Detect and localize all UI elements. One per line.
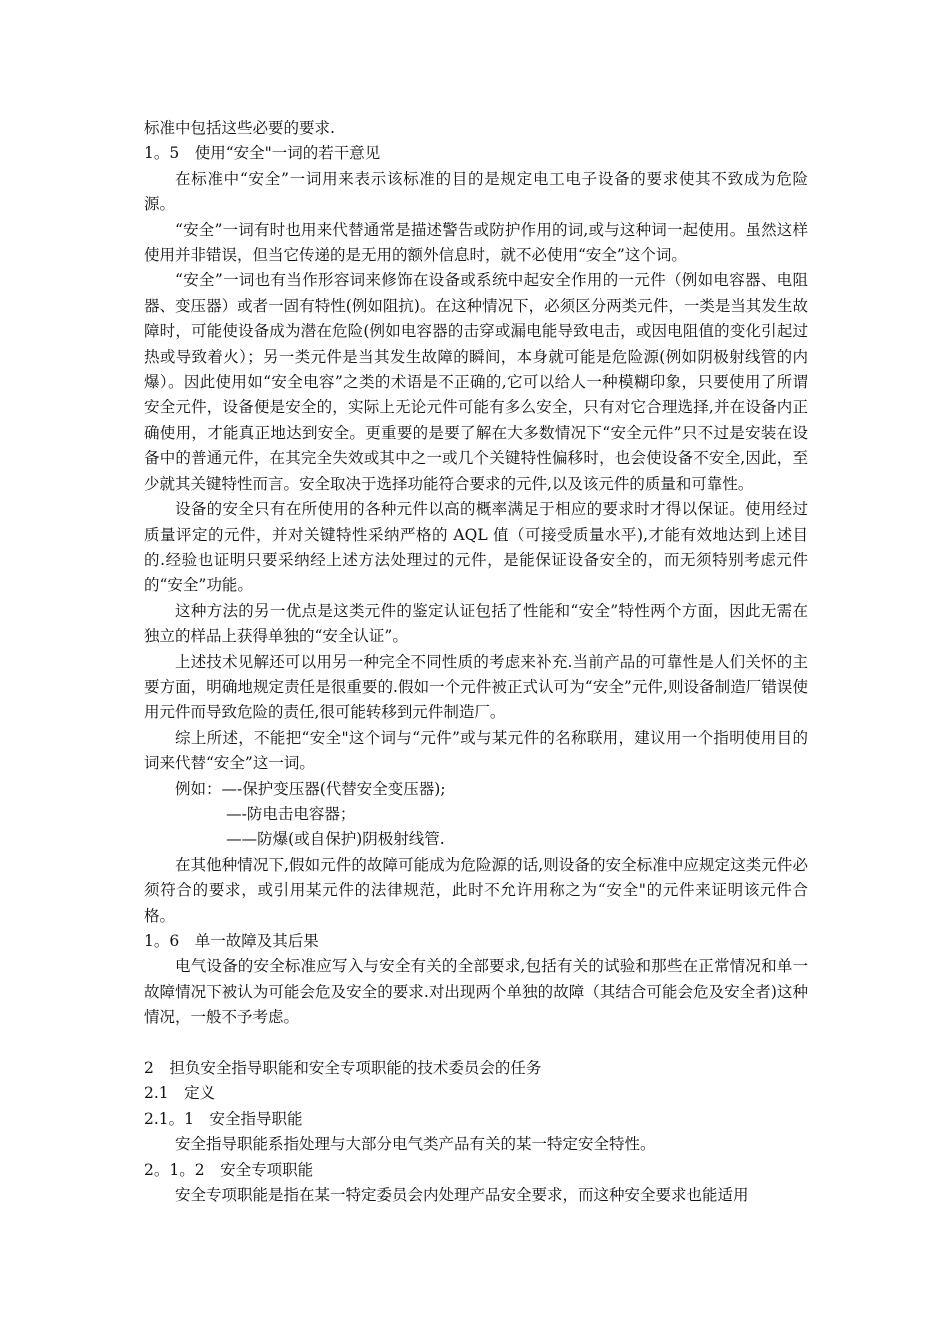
example-item: 例如：—-保护变压器(代替安全变压器); — [175, 779, 446, 798]
paragraph: “安全”一词也有当作形容词来修饰在设备或系统中起安全作用的一元件（例如电容器、电阻器、变压器）或者一固有特性(例如阻抗)。在这种情况下，必须区分两类元件，一类是当其发生故障时，可能使设备成为潜在危险(例如电容器的击穿或漏电能导致电击，或因电阻值的变化引起过热或导致着火）；另一类元件是当其发生故障的瞬间，本身就可能是危险源(例如阴极射线管的内爆）。因此使用如“安全电容”之类的术语是不正确的,它可以给人一种模糊印象，只要使用了所谓安全元件，设备便是安全的，实际上无论元件可能有多么安全，只有对它合理选择,并在设备内正确使用，才能真正地达到安全。更重要的是要了解在大多数情况下“安全元件”只不过是安装在设备中的普通元件，在其完全失效或其中之一或几个关键特性偏移时，也会使设备不安全,因此，至少就其关键特性而言。安全取决于选择功能符合要求的元件,以及该元件的质量和可靠性。 — [144, 271, 808, 493]
section-heading-2: 2 担负安全指导职能和安全专项职能的技术委员会的任务 — [144, 1059, 542, 1078]
section-heading-1-5: 1。5 使用“安全"一词的若干意见 — [144, 144, 381, 163]
example-item: ——防爆(或自保护)阴极射线管. — [226, 830, 445, 849]
blank-line — [144, 1031, 808, 1056]
paragraph: 在标准中“安全”一词用来表示该标准的目的是规定电工电子设备的要求使其不致成为危险源。 — [144, 169, 808, 214]
document-page — [144, 116, 808, 1208]
section-heading-2-1-2: 2。1。2 安全专项职能 — [144, 1160, 314, 1179]
paragraph: 安全专项职能是指在某一特定委员会内处理产品安全要求，而这种安全要求也能适用 — [175, 1186, 749, 1205]
section-heading-2-1: 2.1 定义 — [144, 1084, 216, 1103]
paragraph: 设备的安全只有在所使用的各种元件以高的概率满足于相应的要求时才得以保证。使用经过质量评定的元件，并对关键特性采纳严格的 AQL 值（可接受质量水平),才能有效地达到上述目的.经验也证明只要采纳经上述方法处理过的元件，是能保证设备安全的，而无须特别考虑元件的“安全”功能。 — [144, 500, 808, 595]
paragraph: “安全”一词有时也用来代替通常是描述警告或防护作用的词,或与这种词一起使用。虽然这样使用并非错误，但当它传递的是无用的额外信息时，就不必使用“安全”这个词。 — [144, 220, 808, 265]
paragraph: 这种方法的另一优点是这类元件的鉴定认证包括了性能和“安全”特性两个方面，因此无需在独立的样品上获得单独的“安全认证”。 — [144, 601, 808, 646]
section-heading-2-1-1: 2.1。1 安全指导职能 — [144, 1109, 303, 1128]
section-heading-1-6: 1。6 单一故障及其后果 — [144, 932, 319, 950]
paragraph: 上述技术见解还可以用另一种完全不同性质的考虑来补充.当前产品的可靠性是人们关怀的主要方面，明确地规定责任是很重要的.假如一个元件被正式认可为“安全”元件,则设备制造厂错误使用元件而导致危险的责任,很可能转移到元件制造厂。 — [144, 652, 808, 722]
paragraph: 标准中包括这些必要的要求. — [144, 119, 335, 137]
paragraph: 安全指导职能系指处理与大部分电气类产品有关的某一特定安全特性。 — [175, 1135, 656, 1154]
example-item: —-防电击电容器； — [226, 804, 356, 823]
paragraph: 电气设备的安全标准应写入与安全有关的全部要求,包括有关的试验和那些在正常情况和单一故障情况下被认为可能会危及安全的要求.对出现两个单独的故障（其结合可能会危及安全者)这种情况，一般不予考虑。 — [144, 957, 808, 1027]
paragraph: 在其他种情况下,假如元件的故障可能成为危险源的话,则设备的安全标准中应规定这类元件必须符合的要求，或引用某元件的法律规范，此时不允许用称之为“安全"的元件来证明该元件合格。 — [144, 855, 808, 925]
paragraph: 综上所述，不能把“安全"这个词与“元件”或与某元件的名称联用，建议用一个指明使用目的词来代替“安全”这一词。 — [144, 728, 808, 773]
